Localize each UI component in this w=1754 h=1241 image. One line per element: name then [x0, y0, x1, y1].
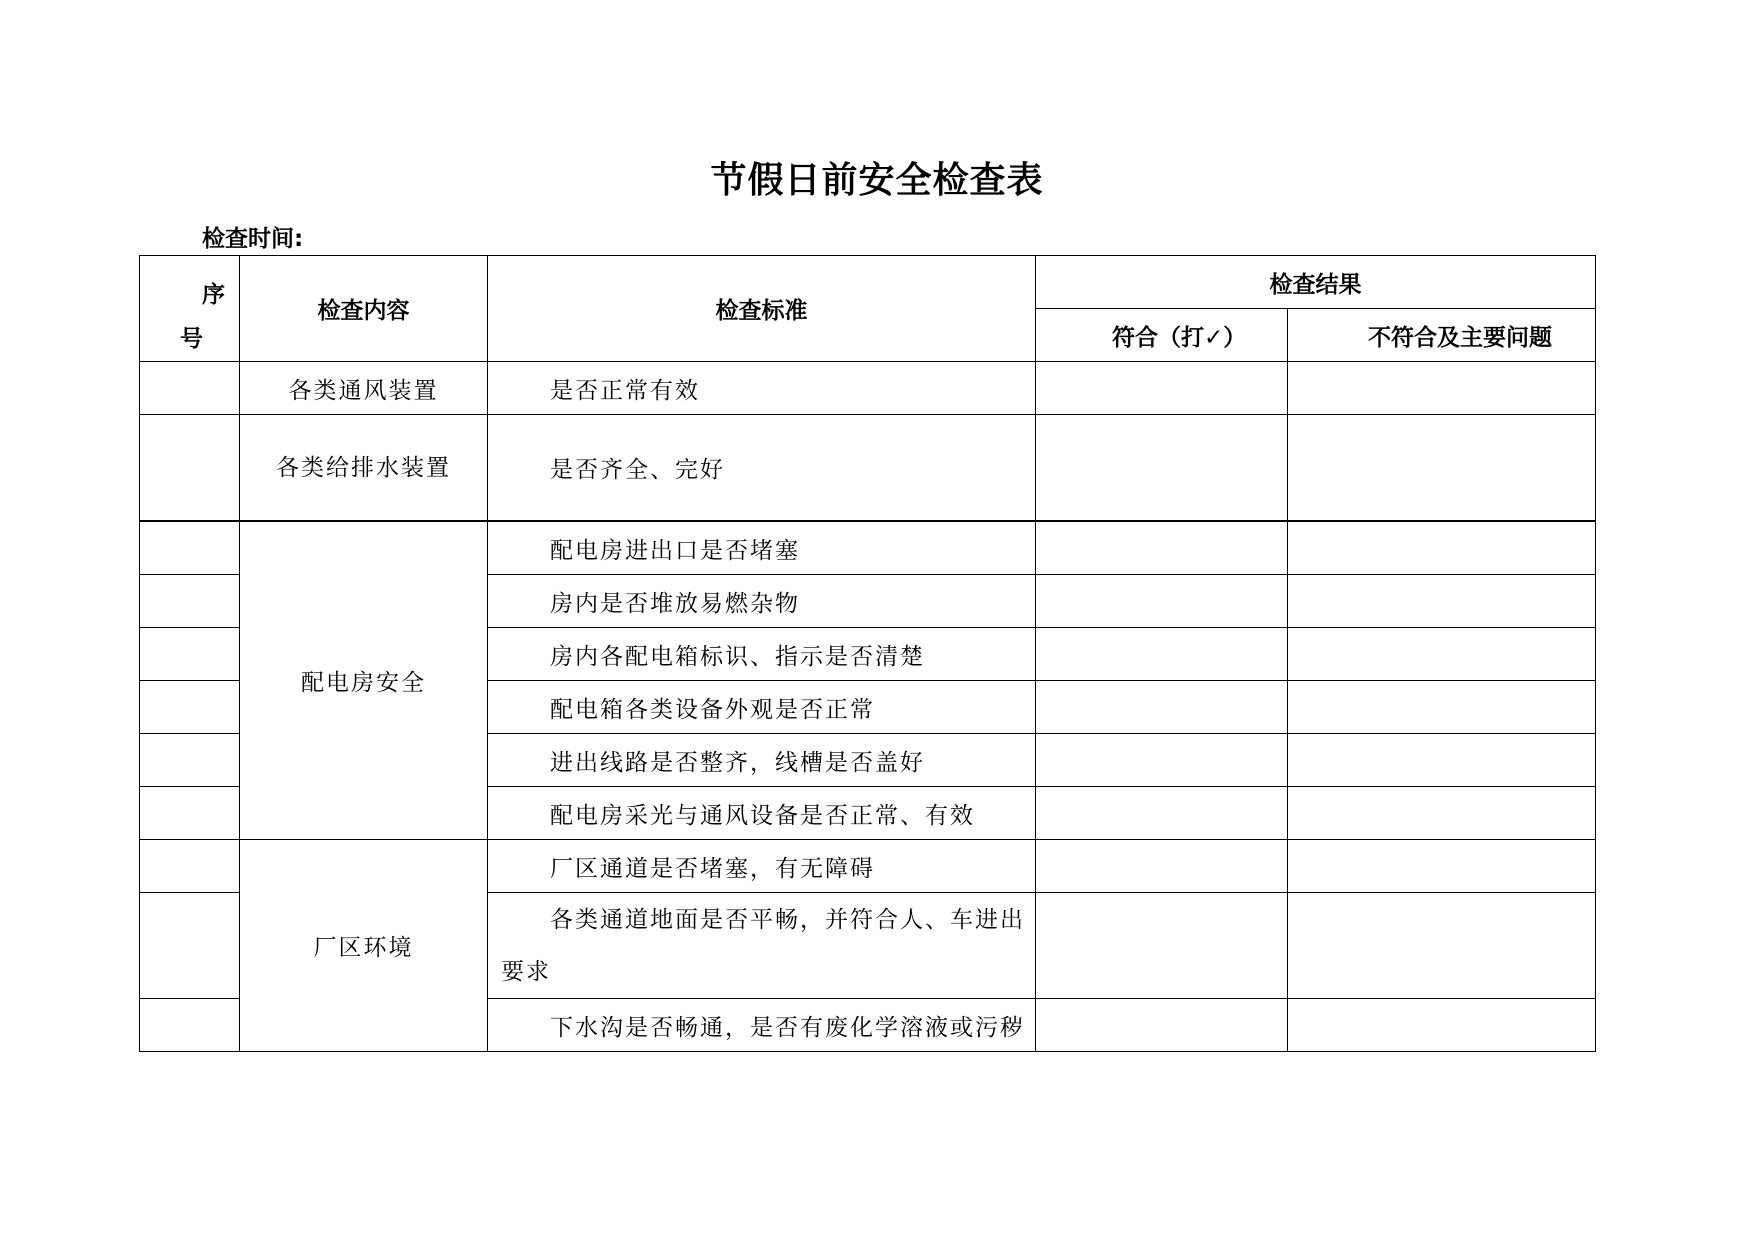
- standard-cell: 是否齐全、完好: [488, 415, 1036, 522]
- standard-cell: 厂区通道是否堵塞，有无障碍: [488, 840, 1036, 893]
- conform-cell[interactable]: [1036, 999, 1288, 1052]
- content-cell: 配电房安全: [240, 521, 488, 840]
- seq-cell[interactable]: [140, 999, 240, 1052]
- standard-cell: 房内是否堆放易燃杂物: [488, 575, 1036, 628]
- seq-cell[interactable]: [140, 415, 240, 522]
- conform-cell[interactable]: [1036, 893, 1288, 999]
- nonconform-cell[interactable]: [1288, 893, 1596, 999]
- nonconform-cell[interactable]: [1288, 415, 1596, 522]
- result-header: 检查结果: [1036, 256, 1596, 309]
- standard-header: 检查标准: [488, 256, 1036, 362]
- table-row: [140, 840, 1596, 893]
- nonconform-header: 不符合及主要问题: [1288, 309, 1596, 362]
- page-title: 节假日前安全检查表: [710, 160, 1044, 201]
- standard-cell: 配电房进出口是否堵塞: [488, 521, 1036, 575]
- seq-cell[interactable]: [140, 681, 240, 734]
- nonconform-cell[interactable]: [1288, 999, 1596, 1052]
- content-cell: 各类通风装置: [240, 362, 488, 415]
- standard-cell: 下水沟是否畅通，是否有废化学溶液或污秽: [488, 999, 1036, 1052]
- seq-cell[interactable]: [140, 362, 240, 415]
- seq-header-bottom: 号: [180, 326, 203, 352]
- check-time-label: 检查时间:: [202, 226, 304, 252]
- seq-header-top: 序: [202, 282, 225, 308]
- conform-cell[interactable]: [1036, 734, 1288, 787]
- nonconform-cell[interactable]: [1288, 628, 1596, 681]
- seq-cell[interactable]: [140, 787, 240, 840]
- conform-cell[interactable]: [1036, 681, 1288, 734]
- table-row: [140, 521, 1596, 575]
- standard-cell: 是否正常有效: [488, 362, 1036, 415]
- nonconform-cell[interactable]: [1288, 521, 1596, 575]
- conform-cell[interactable]: [1036, 362, 1288, 415]
- conform-cell[interactable]: [1036, 415, 1288, 522]
- table-row: [140, 415, 1596, 522]
- seq-cell[interactable]: [140, 734, 240, 787]
- nonconform-cell[interactable]: [1288, 734, 1596, 787]
- conform-cell[interactable]: [1036, 787, 1288, 840]
- inspection-table: [139, 255, 1596, 1052]
- content-cell: 厂区环境: [240, 840, 488, 1052]
- standard-cell: 配电箱各类设备外观是否正常: [488, 681, 1036, 734]
- conform-cell[interactable]: [1036, 575, 1288, 628]
- nonconform-cell[interactable]: [1288, 681, 1596, 734]
- content-cell: 各类给排水装置: [240, 415, 488, 522]
- standard-cell: 房内各配电箱标识、指示是否清楚: [488, 628, 1036, 681]
- standard-cell: 配电房采光与通风设备是否正常、有效: [488, 787, 1036, 840]
- seq-header: [140, 256, 240, 362]
- nonconform-cell[interactable]: [1288, 362, 1596, 415]
- nonconform-cell[interactable]: [1288, 575, 1596, 628]
- conform-header: 符合（打✓）: [1036, 309, 1288, 362]
- standard-cell: 各类通道地面是否平畅，并符合人、车进出要求: [488, 893, 1036, 999]
- conform-cell[interactable]: [1036, 521, 1288, 575]
- nonconform-cell[interactable]: [1288, 840, 1596, 893]
- conform-cell[interactable]: [1036, 840, 1288, 893]
- seq-cell[interactable]: [140, 575, 240, 628]
- conform-cell[interactable]: [1036, 628, 1288, 681]
- seq-cell[interactable]: [140, 628, 240, 681]
- seq-cell[interactable]: [140, 840, 240, 893]
- nonconform-cell[interactable]: [1288, 787, 1596, 840]
- seq-cell[interactable]: [140, 893, 240, 999]
- content-header: 检查内容: [240, 256, 488, 362]
- table-row: [140, 362, 1596, 415]
- header-row-1: [140, 256, 1596, 309]
- seq-cell[interactable]: [140, 521, 240, 575]
- standard-cell: 进出线路是否整齐，线槽是否盖好: [488, 734, 1036, 787]
